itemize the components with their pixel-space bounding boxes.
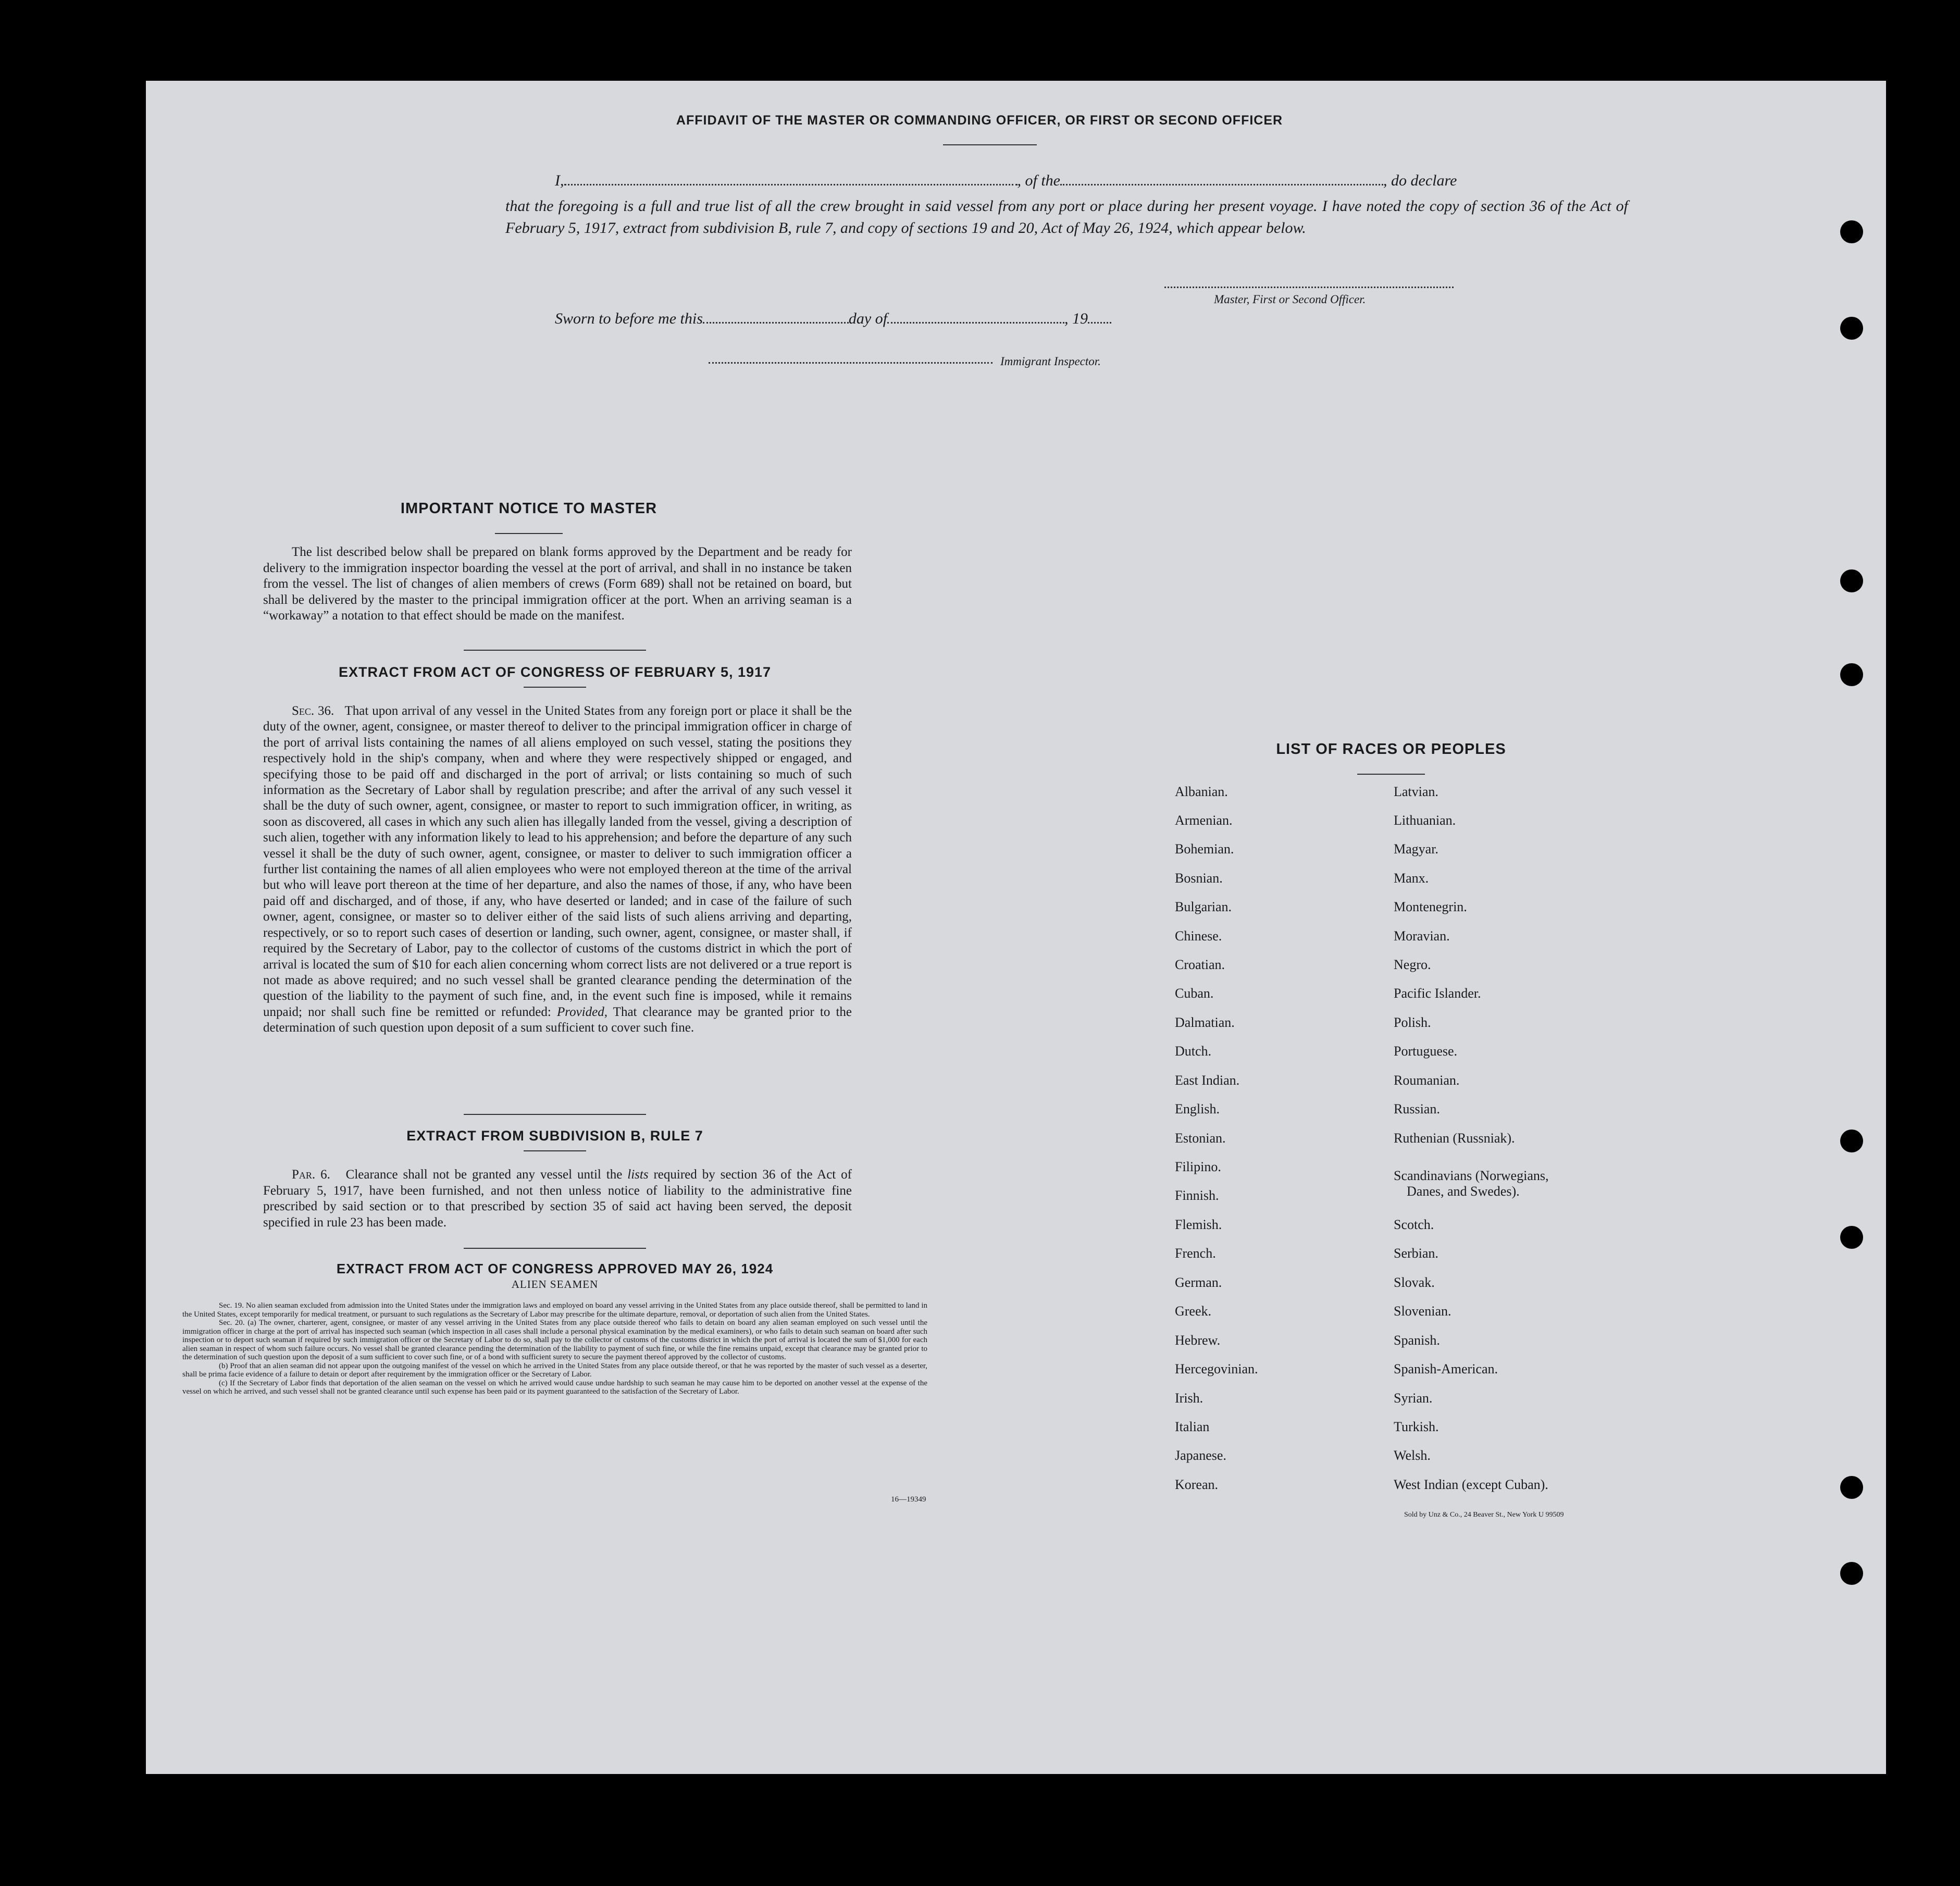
document-page — [146, 81, 1886, 1774]
race-item: Finnish. — [1175, 1188, 1219, 1203]
section-divider — [464, 1248, 646, 1249]
punch-hole — [1840, 1130, 1863, 1152]
rule-7-text — [263, 1167, 852, 1231]
race-item: Cuban. — [1175, 986, 1214, 1001]
day-of-text: day of — [848, 310, 888, 327]
race-item: Portuguese. — [1394, 1044, 1458, 1059]
race-item: Danes, and Swedes). — [1407, 1184, 1520, 1199]
race-item: Hebrew. — [1175, 1333, 1221, 1348]
par-6-body-end: required by section 36 of the Act of February 5, 1917, have been furnished, and not then unless notice of liability to the administrative fine prescribed by said section or to that prescribed by section 35 of said act having been served, the deposit specified in rule 23 has been made. — [263, 1168, 852, 1230]
race-item: Bosnian. — [1175, 871, 1223, 886]
sec-36-label: Sec. 36. — [292, 704, 334, 718]
race-item: West Indian (except Cuban). — [1394, 1477, 1548, 1492]
race-item: Italian — [1175, 1419, 1210, 1434]
race-item: Manx. — [1394, 871, 1429, 886]
race-item: German. — [1175, 1275, 1222, 1290]
notice-rule — [495, 533, 563, 534]
race-item: Magyar. — [1394, 841, 1438, 857]
race-item: Irish. — [1175, 1391, 1204, 1406]
year-prefix: , 19 — [1064, 310, 1088, 327]
race-item: Albanian. — [1175, 784, 1228, 799]
section-divider — [464, 650, 646, 651]
form-number: 16—19349 — [891, 1495, 926, 1504]
punch-hole — [1840, 1562, 1863, 1585]
race-item: Spanish. — [1394, 1333, 1440, 1348]
year-blank[interactable] — [1088, 322, 1111, 324]
provided-word: Provided, — [557, 1004, 607, 1019]
race-item: East Indian. — [1175, 1073, 1240, 1088]
race-item: English. — [1175, 1101, 1220, 1116]
sworn-line — [555, 310, 1111, 328]
race-item: Dutch. — [1175, 1044, 1212, 1059]
affidavit-body: that the foregoing is a full and true list of all the crew brought in said vessel from any port or place during her present voyage. I have noted the copy of section 36 of the Act of February 5, 1917, extract from subdivision B, rule 7, and copy of sections 19 and 20, Act of May 26, 1924, which appear below. — [505, 197, 1628, 237]
act-1924-heading: EXTRACT FROM ACT OF CONGRESS APPROVED MAY 26, 1924 — [336, 1261, 774, 1276]
inspector-signature-blank[interactable] — [709, 362, 993, 364]
race-item: Slovenian. — [1394, 1304, 1452, 1319]
heading-rule — [943, 144, 1037, 145]
sec-36-body: That upon arrival of any vessel in the United States from any foreign port or place it shall be the duty of the owner, agent, consignee, or master thereof to deliver to the principal immigration officer in charge of the port of arrival lists containing the names of all aliens employed on such vessel, stating the positions they respectively hold in the ship's company, when and where they were respectively shipped or engaged, and specifying those to be paid off and discharged in the port of arrival; or lists containing so much of such information as the Secretary of Labor shall by regulation prescribe; and after the arrival of any such vessel it shall be the duty of such owner, agent, consignee, or master to report to such immigration officer, in writing, as soon as discovered, all cases in which any such alien has illegally landed from the vessel, giving a description of such alien, together with any information likely to lead to his apprehension; and before the departure of any such vessel it shall be the duty of such owner, agent, consignee, or master to deliver to such immigration officer a further list containing the names of all alien employees who were not employed thereon at the time of the arrival but who will leave port thereon at the time of her departure, and also the names of those, if any, who have been paid off and discharged, and of those, if any, who have deserted or landed; and in case of the failure of such owner, agent, consignee, or master so to deliver either of the said lists of such aliens arriving and departing, respectively, or so to report such cases of desertion or landing, such owner, agent, consignee, or master shall, if required by the Secretary of Labor, pay to the collector of customs of the customs district in which the port of arrival is located the sum of $10 for each alien concerning whom correct lists are not delivered or a true report is not made as above required; and no such vessel shall be granted clearance pending the determination of the question of the liability to the payment of such fine, and, in the event such fine is imposed, while it remains unpaid; nor shall such fine be remitted or refunded: — [263, 704, 852, 1019]
races-rule — [1357, 774, 1425, 775]
race-item: Montenegrin. — [1394, 899, 1467, 914]
race-item: Korean. — [1175, 1477, 1219, 1492]
act-1917-rule — [524, 687, 586, 688]
rule-7-heading: EXTRACT FROM SUBDIVISION B, RULE 7 — [406, 1128, 703, 1144]
sworn-text: Sworn to before me this — [555, 310, 703, 327]
race-item: Serbian. — [1394, 1246, 1438, 1261]
declaration-i: I, — [555, 172, 564, 189]
race-item: Chinese. — [1175, 928, 1222, 944]
master-label: Master, First or Second Officer. — [1214, 293, 1366, 306]
notice-heading: IMPORTANT NOTICE TO MASTER — [400, 500, 658, 517]
race-item: Negro. — [1394, 957, 1431, 972]
race-item: Armenian. — [1175, 813, 1233, 828]
punch-hole — [1840, 317, 1863, 340]
act-1917-heading: EXTRACT FROM ACT OF CONGRESS OF FEBRUARY 5, 1917 — [338, 664, 772, 680]
sec-20b: (b) Proof that an alien seaman did not appear upon the outgoing manifest of the vessel on which he arrived in the United States from any place outside thereof, or that he was reported by the master of such vessel as a deserter, shall be prima facie evidence of a failure to detain or deport after requirement by the immigration officer or the Secretary of Labor. — [182, 1361, 927, 1379]
act-1917-text — [263, 703, 852, 1036]
sec-20a: Sec. 20. (a) The owner, charterer, agent, consignee, or master of any vessel arriving in the United States from any place outside thereof who fails to detain on board any alien seaman employed on such vessel until the immigration officer in charge at the port of arrival has inspected such seaman (which inspection in all cases shall include a personal physical examination by the medical examiners), or who fails to detain such seaman on board after such inspection or to deport such seaman if required by such immigration officer or the Secretary of Labor to do so, shall pay to the collector of customs of the customs district in which the port of arrival is located the sum of $1,000 for each alien seaman in respect of whom such failure occurs. No vessel shall be granted clearance pending the determination of the liability to payment of such fine, or while the fine remains unpaid, except that clearance may be granted prior to the determination of such question upon the deposit of a sum sufficient to cover such fine, or of a bond with sufficient surety to secure the payment thereof approved by the collector of customs. — [182, 1319, 927, 1361]
lists-word: lists — [627, 1168, 649, 1182]
race-item: Russian. — [1394, 1101, 1440, 1116]
race-item: Moravian. — [1394, 928, 1450, 944]
punch-hole — [1840, 663, 1863, 686]
race-item: Dalmatian. — [1175, 1015, 1235, 1030]
race-item: Scandinavians (Norwegians, — [1394, 1168, 1549, 1183]
vessel-blank[interactable] — [1060, 184, 1383, 185]
act-1924-text — [182, 1301, 927, 1396]
race-item: Flemish. — [1175, 1217, 1222, 1232]
day-blank[interactable] — [703, 322, 849, 324]
race-item: Turkish. — [1394, 1419, 1439, 1434]
sec-20c: (c) If the Secretary of Labor finds that deportation of the alien seaman on the vessel on which he arrived would cause undue hardship to such seaman he may cause him to be deported on another vessel at the expense of the vessel on which he arrived, and such vessel shall not be granted clearance until such expense has been paid or its payment guaranteed to the satisfaction of the Secretary of Labor. — [182, 1379, 927, 1396]
race-item: Japanese. — [1175, 1448, 1226, 1463]
par-6-body: Clearance shall not be granted any vessel until the — [345, 1168, 623, 1182]
race-item: Bulgarian. — [1175, 899, 1232, 914]
race-item: Roumanian. — [1394, 1073, 1460, 1088]
race-item: Croatian. — [1175, 957, 1225, 972]
race-item: Estonian. — [1175, 1131, 1226, 1146]
printer-credit: Sold by Unz & Co., 24 Beaver St., New York U 99509 — [1404, 1511, 1564, 1519]
name-blank[interactable] — [564, 184, 1018, 185]
race-item: Ruthenian (Russniak). — [1394, 1131, 1515, 1146]
race-item: Scotch. — [1394, 1217, 1434, 1232]
race-item: Pacific Islander. — [1394, 986, 1481, 1001]
section-divider — [464, 1114, 646, 1115]
declaration-do-declare: , do declare — [1383, 172, 1457, 189]
race-item: Syrian. — [1394, 1391, 1433, 1406]
punch-hole — [1840, 1476, 1863, 1499]
races-heading: LIST OF RACES OR PEOPLES — [1276, 741, 1506, 758]
race-item: Welsh. — [1394, 1448, 1431, 1463]
month-blank[interactable] — [887, 322, 1064, 324]
alien-seamen-subheading: ALIEN SEAMEN — [511, 1278, 599, 1291]
punch-hole — [1840, 569, 1863, 592]
punch-hole — [1840, 1226, 1863, 1249]
race-item: Hercegovinian. — [1175, 1361, 1258, 1376]
par-6-label: Par. 6. — [292, 1168, 330, 1182]
master-signature-blank[interactable] — [1164, 287, 1454, 288]
race-item: Lithuanian. — [1394, 813, 1456, 828]
rule-7-rule — [524, 1150, 586, 1151]
race-item: Latvian. — [1394, 784, 1438, 799]
sec-19: Sec. 19. No alien seaman excluded from admission into the United States under the immigration laws and employed on board any vessel arriving in the United States from any place outside thereof, shall be permitted to land in the United States, except temporarily for medical treatment, or pursuant to such regulations as the Secretary of Labor may prescribe for the ultimate departure, removal, or deportation of such alien from the United States. — [182, 1301, 927, 1319]
notice-text: The list described below shall be prepared on blank forms approved by the Department and be ready for delivery to the immigration inspector boarding the vessel at the port of arrival, and shall in no instance be taken from the vessel. The list of changes of alien members of crews (Form 689) shall not be retained on board, but shall be delivered by the master to the principal immigration officer at the port. When an arriving seaman is a “workaway” a notation to that effect should be made on the manifest. — [263, 545, 852, 623]
race-item: Filipino. — [1175, 1159, 1221, 1174]
declaration-of-the: , of the — [1017, 172, 1060, 189]
inspector-label: Immigrant Inspector. — [1000, 355, 1101, 368]
race-item: Greek. — [1175, 1304, 1212, 1319]
sec-36-body-end: That clearance may be granted prior to the determination of such question upon deposit of a sum sufficient to cover such fine. — [263, 1004, 852, 1035]
punch-hole — [1840, 220, 1863, 243]
race-item: Bohemian. — [1175, 841, 1234, 857]
race-item: Slovak. — [1394, 1275, 1435, 1290]
affidavit-declaration-line — [555, 172, 1626, 190]
race-item: French. — [1175, 1246, 1216, 1261]
race-item: Polish. — [1394, 1015, 1431, 1030]
affidavit-heading: AFFIDAVIT OF THE MASTER OR COMMANDING OFFICER, OR FIRST OR SECOND OFFICER — [676, 113, 1283, 128]
race-item: Spanish-American. — [1394, 1361, 1498, 1376]
